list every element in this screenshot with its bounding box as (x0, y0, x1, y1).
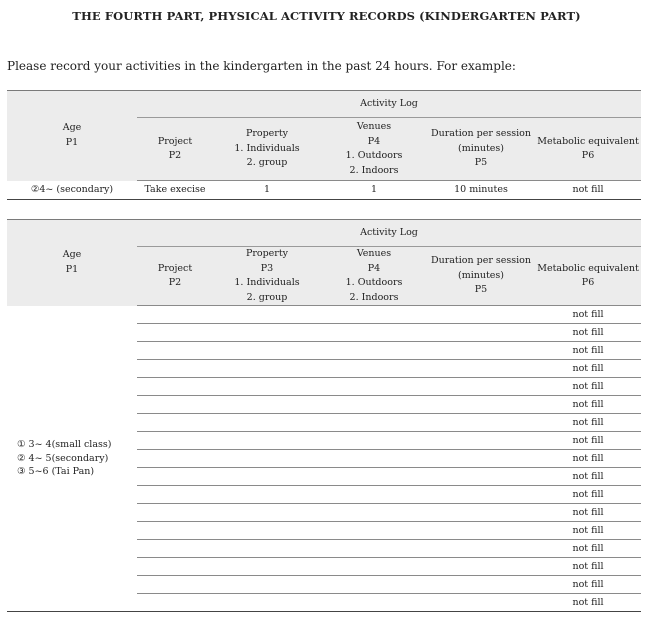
duration-cell[interactable] (427, 486, 535, 504)
property-cell[interactable] (213, 504, 321, 522)
duration-cell[interactable] (427, 342, 535, 360)
metabolic-header: Metabolic equivalent P6 (535, 118, 641, 181)
venues-cell[interactable] (321, 594, 427, 612)
duration-cell[interactable] (427, 522, 535, 540)
age-header: Age P1 (7, 220, 137, 306)
venues-cell[interactable] (321, 486, 427, 504)
duration-cell[interactable] (427, 414, 535, 432)
venues-cell[interactable] (321, 414, 427, 432)
duration-cell[interactable] (427, 432, 535, 450)
project-cell[interactable] (137, 342, 213, 360)
page-title: THE FOURTH PART, PHYSICAL ACTIVITY RECORDS (KINDERGARTEN PART) (72, 9, 581, 23)
metabolic-cell: not fill (535, 306, 641, 324)
venues-cell[interactable] (321, 378, 427, 396)
property-cell[interactable] (213, 450, 321, 468)
venues-cell[interactable] (321, 360, 427, 378)
project-cell[interactable] (137, 432, 213, 450)
project-cell[interactable] (137, 378, 213, 396)
age-header: Age P1 (7, 91, 137, 181)
venues-cell[interactable] (321, 468, 427, 486)
property-cell[interactable] (213, 558, 321, 576)
property-header: Property 1. Individuals 2. group (213, 118, 321, 181)
metabolic-cell: not fill (535, 522, 641, 540)
duration-header: Duration per session (minutes) P5 (427, 118, 535, 181)
property-cell[interactable] (213, 522, 321, 540)
property-cell[interactable] (213, 540, 321, 558)
property-cell[interactable] (213, 432, 321, 450)
duration-cell[interactable] (427, 504, 535, 522)
project-cell[interactable] (137, 504, 213, 522)
property-cell[interactable] (213, 414, 321, 432)
metabolic-cell: not fill (535, 360, 641, 378)
duration-cell[interactable] (427, 576, 535, 594)
age-option: ② 4~ 5(secondary) (17, 452, 109, 464)
project-cell[interactable] (137, 360, 213, 378)
project-cell[interactable] (137, 468, 213, 486)
example-metabolic: not fill (535, 181, 641, 200)
metabolic-cell: not fill (535, 540, 641, 558)
venues-cell[interactable] (321, 540, 427, 558)
project-cell[interactable] (137, 414, 213, 432)
duration-cell[interactable] (427, 378, 535, 396)
project-cell[interactable] (137, 450, 213, 468)
project-cell[interactable] (137, 522, 213, 540)
metabolic-header: Metabolic equivalent P6 (535, 247, 641, 306)
example-project: Take execise (137, 181, 213, 200)
duration-header: Duration per session (minutes) P5 (427, 247, 535, 306)
property-cell[interactable] (213, 468, 321, 486)
project-cell[interactable] (137, 558, 213, 576)
metabolic-cell: not fill (535, 432, 641, 450)
example-table (7, 90, 641, 200)
metabolic-cell: not fill (535, 486, 641, 504)
venues-header: Venues P4 1. Outdoors 2. Indoors (321, 118, 427, 181)
property-cell[interactable] (213, 594, 321, 612)
project-cell[interactable] (137, 324, 213, 342)
duration-cell[interactable] (427, 360, 535, 378)
example-property: 1 (213, 181, 321, 200)
activity-log-header: Activity Log (137, 220, 641, 247)
example-venues: 1 (321, 181, 427, 200)
property-cell[interactable] (213, 396, 321, 414)
metabolic-cell: not fill (535, 450, 641, 468)
duration-cell[interactable] (427, 450, 535, 468)
duration-cell[interactable] (427, 396, 535, 414)
property-cell[interactable] (213, 576, 321, 594)
property-cell[interactable] (213, 486, 321, 504)
venues-cell[interactable] (321, 342, 427, 360)
example-row (7, 181, 641, 200)
venues-header: Venues P4 1. Outdoors 2. Indoors (321, 247, 427, 306)
project-header: Project P2 (137, 118, 213, 181)
venues-cell[interactable] (321, 504, 427, 522)
metabolic-cell: not fill (535, 324, 641, 342)
project-header: Project P2 (137, 247, 213, 306)
property-cell[interactable] (213, 342, 321, 360)
duration-cell[interactable] (427, 558, 535, 576)
age-option: ③ 5~6 (Tai Pan) (17, 466, 95, 477)
venues-cell[interactable] (321, 306, 427, 324)
metabolic-cell: not fill (535, 342, 641, 360)
project-cell[interactable] (137, 306, 213, 324)
property-cell[interactable] (213, 324, 321, 342)
metabolic-cell: not fill (535, 396, 641, 414)
project-cell[interactable] (137, 594, 213, 612)
venues-cell[interactable] (321, 450, 427, 468)
venues-cell[interactable] (321, 522, 427, 540)
metabolic-cell: not fill (535, 594, 641, 612)
venues-cell[interactable] (321, 558, 427, 576)
duration-cell[interactable] (427, 324, 535, 342)
property-cell[interactable] (213, 378, 321, 396)
venues-cell[interactable] (321, 324, 427, 342)
property-header: Property P3 1. Individuals 2. group (213, 247, 321, 306)
metabolic-cell: not fill (535, 558, 641, 576)
age-option: ① 3~ 4(small class) (17, 439, 112, 450)
metabolic-cell: not fill (535, 576, 641, 594)
venues-cell[interactable] (321, 576, 427, 594)
duration-cell[interactable] (427, 540, 535, 558)
duration-cell[interactable] (427, 468, 535, 486)
metabolic-cell: not fill (535, 414, 641, 432)
metabolic-cell: not fill (535, 504, 641, 522)
duration-cell[interactable] (427, 306, 535, 324)
example-duration: 10 minutes (427, 181, 535, 200)
venues-cell[interactable] (321, 396, 427, 414)
record-table (7, 219, 641, 612)
duration-cell[interactable] (427, 594, 535, 612)
table-row (7, 306, 641, 324)
project-cell[interactable] (137, 486, 213, 504)
project-cell[interactable] (137, 576, 213, 594)
metabolic-cell: not fill (535, 378, 641, 396)
project-cell[interactable] (137, 396, 213, 414)
property-cell[interactable] (213, 360, 321, 378)
property-cell[interactable] (213, 306, 321, 324)
example-age: ②4~ (secondary) (7, 181, 137, 200)
metabolic-cell: not fill (535, 468, 641, 486)
intro-text: Please record your activities in the kindergarten in the past 24 hours. For example: (7, 59, 516, 73)
venues-cell[interactable] (321, 432, 427, 450)
activity-log-header: Activity Log (137, 91, 641, 118)
project-cell[interactable] (137, 540, 213, 558)
age-options (7, 306, 137, 612)
